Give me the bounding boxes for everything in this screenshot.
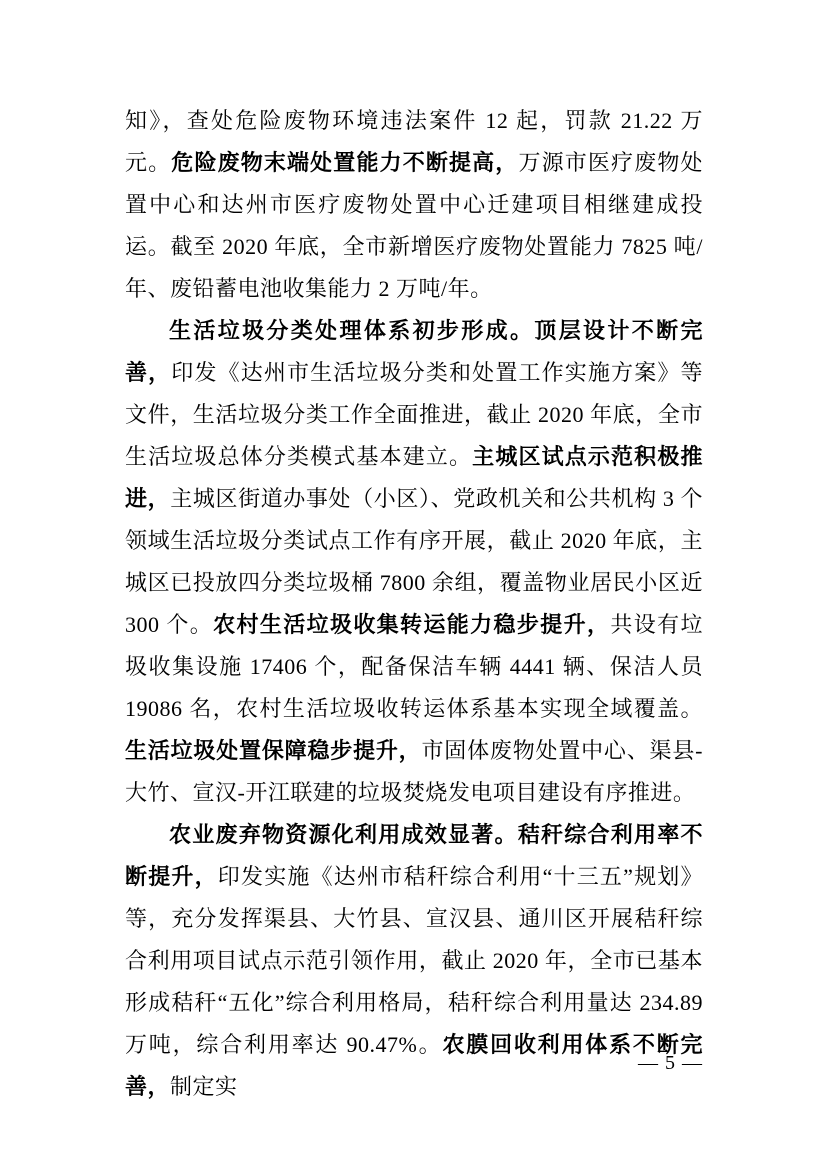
emphasis-text: 生活垃圾处置保障稳步提升， [125, 738, 422, 763]
emphasis-text: 生活垃圾分类处理体系初步形成。顶层设计不断完善， [125, 318, 703, 385]
paragraph [125, 100, 703, 310]
paragraph [125, 310, 703, 814]
body-text: 印发《达州市生活垃圾分类和处置工作实施方案》等文件，生活垃圾分类工作全面推进，截止 2020 年底，全市生活垃圾总体分类模式基本建立。 [125, 360, 703, 469]
page-number: — 5 — [638, 1052, 703, 1074]
emphasis-text: 危险废物末端处置能力不断提高， [171, 150, 519, 175]
body-text: 制定实 [170, 1074, 238, 1099]
body-text: 共设有垃圾收集设施 17406 个，配备保洁车辆 4441 辆、保洁人员 19086 名，农村生活垃圾收转运体系基本实现全域覆盖。 [125, 612, 703, 721]
emphasis-text: 农膜回收利用体系不断完善， [125, 1032, 703, 1099]
emphasis-text: 农业废弃物资源化利用成效显著。秸秆综合利用率不断提升， [125, 822, 703, 889]
body-text: 万源市医疗废物处置中心和达州市医疗废物处置中心迁建项目相继建成投运。截至 2020 年底，全市新增医疗废物处置能力 7825 吨/年、废铅蓄电池收集能力 2 万吨/年。 [125, 150, 703, 301]
body-text: 主城区街道办事处（小区）、党政机关和公共机构 3 个领域生活垃圾分类试点工作有序开展，截止 2020 年底，主城区已投放四分类垃圾桶 7800 余组，覆盖物业居民小区近 300 个。 [125, 486, 703, 637]
emphasis-text: 主城区试点示范积极推进， [125, 444, 703, 511]
body-text: 知》，查处危险废物环境违法案件 12 起，罚款 21.22 万元。 [125, 108, 703, 175]
emphasis-text: 农村生活垃圾收集转运能力稳步提升， [213, 612, 611, 637]
body-text: 市固体废物处置中心、渠县-大竹、宣汉-开江联建的垃圾焚烧发电项目建设有序推进。 [125, 738, 703, 805]
document-body [125, 100, 703, 1108]
body-text: 印发实施《达州市秸秆综合利用“十三五”规划》等，充分发挥渠县、大竹县、宣汉县、通川区开展秸秆综合利用项目试点示范引领作用，截止 2020 年，全市已基本形成秸秆“五化”综合利用格局，秸秆综合利用量达 234.89 万吨，综合利用率达 90.47%。 [125, 864, 703, 1057]
